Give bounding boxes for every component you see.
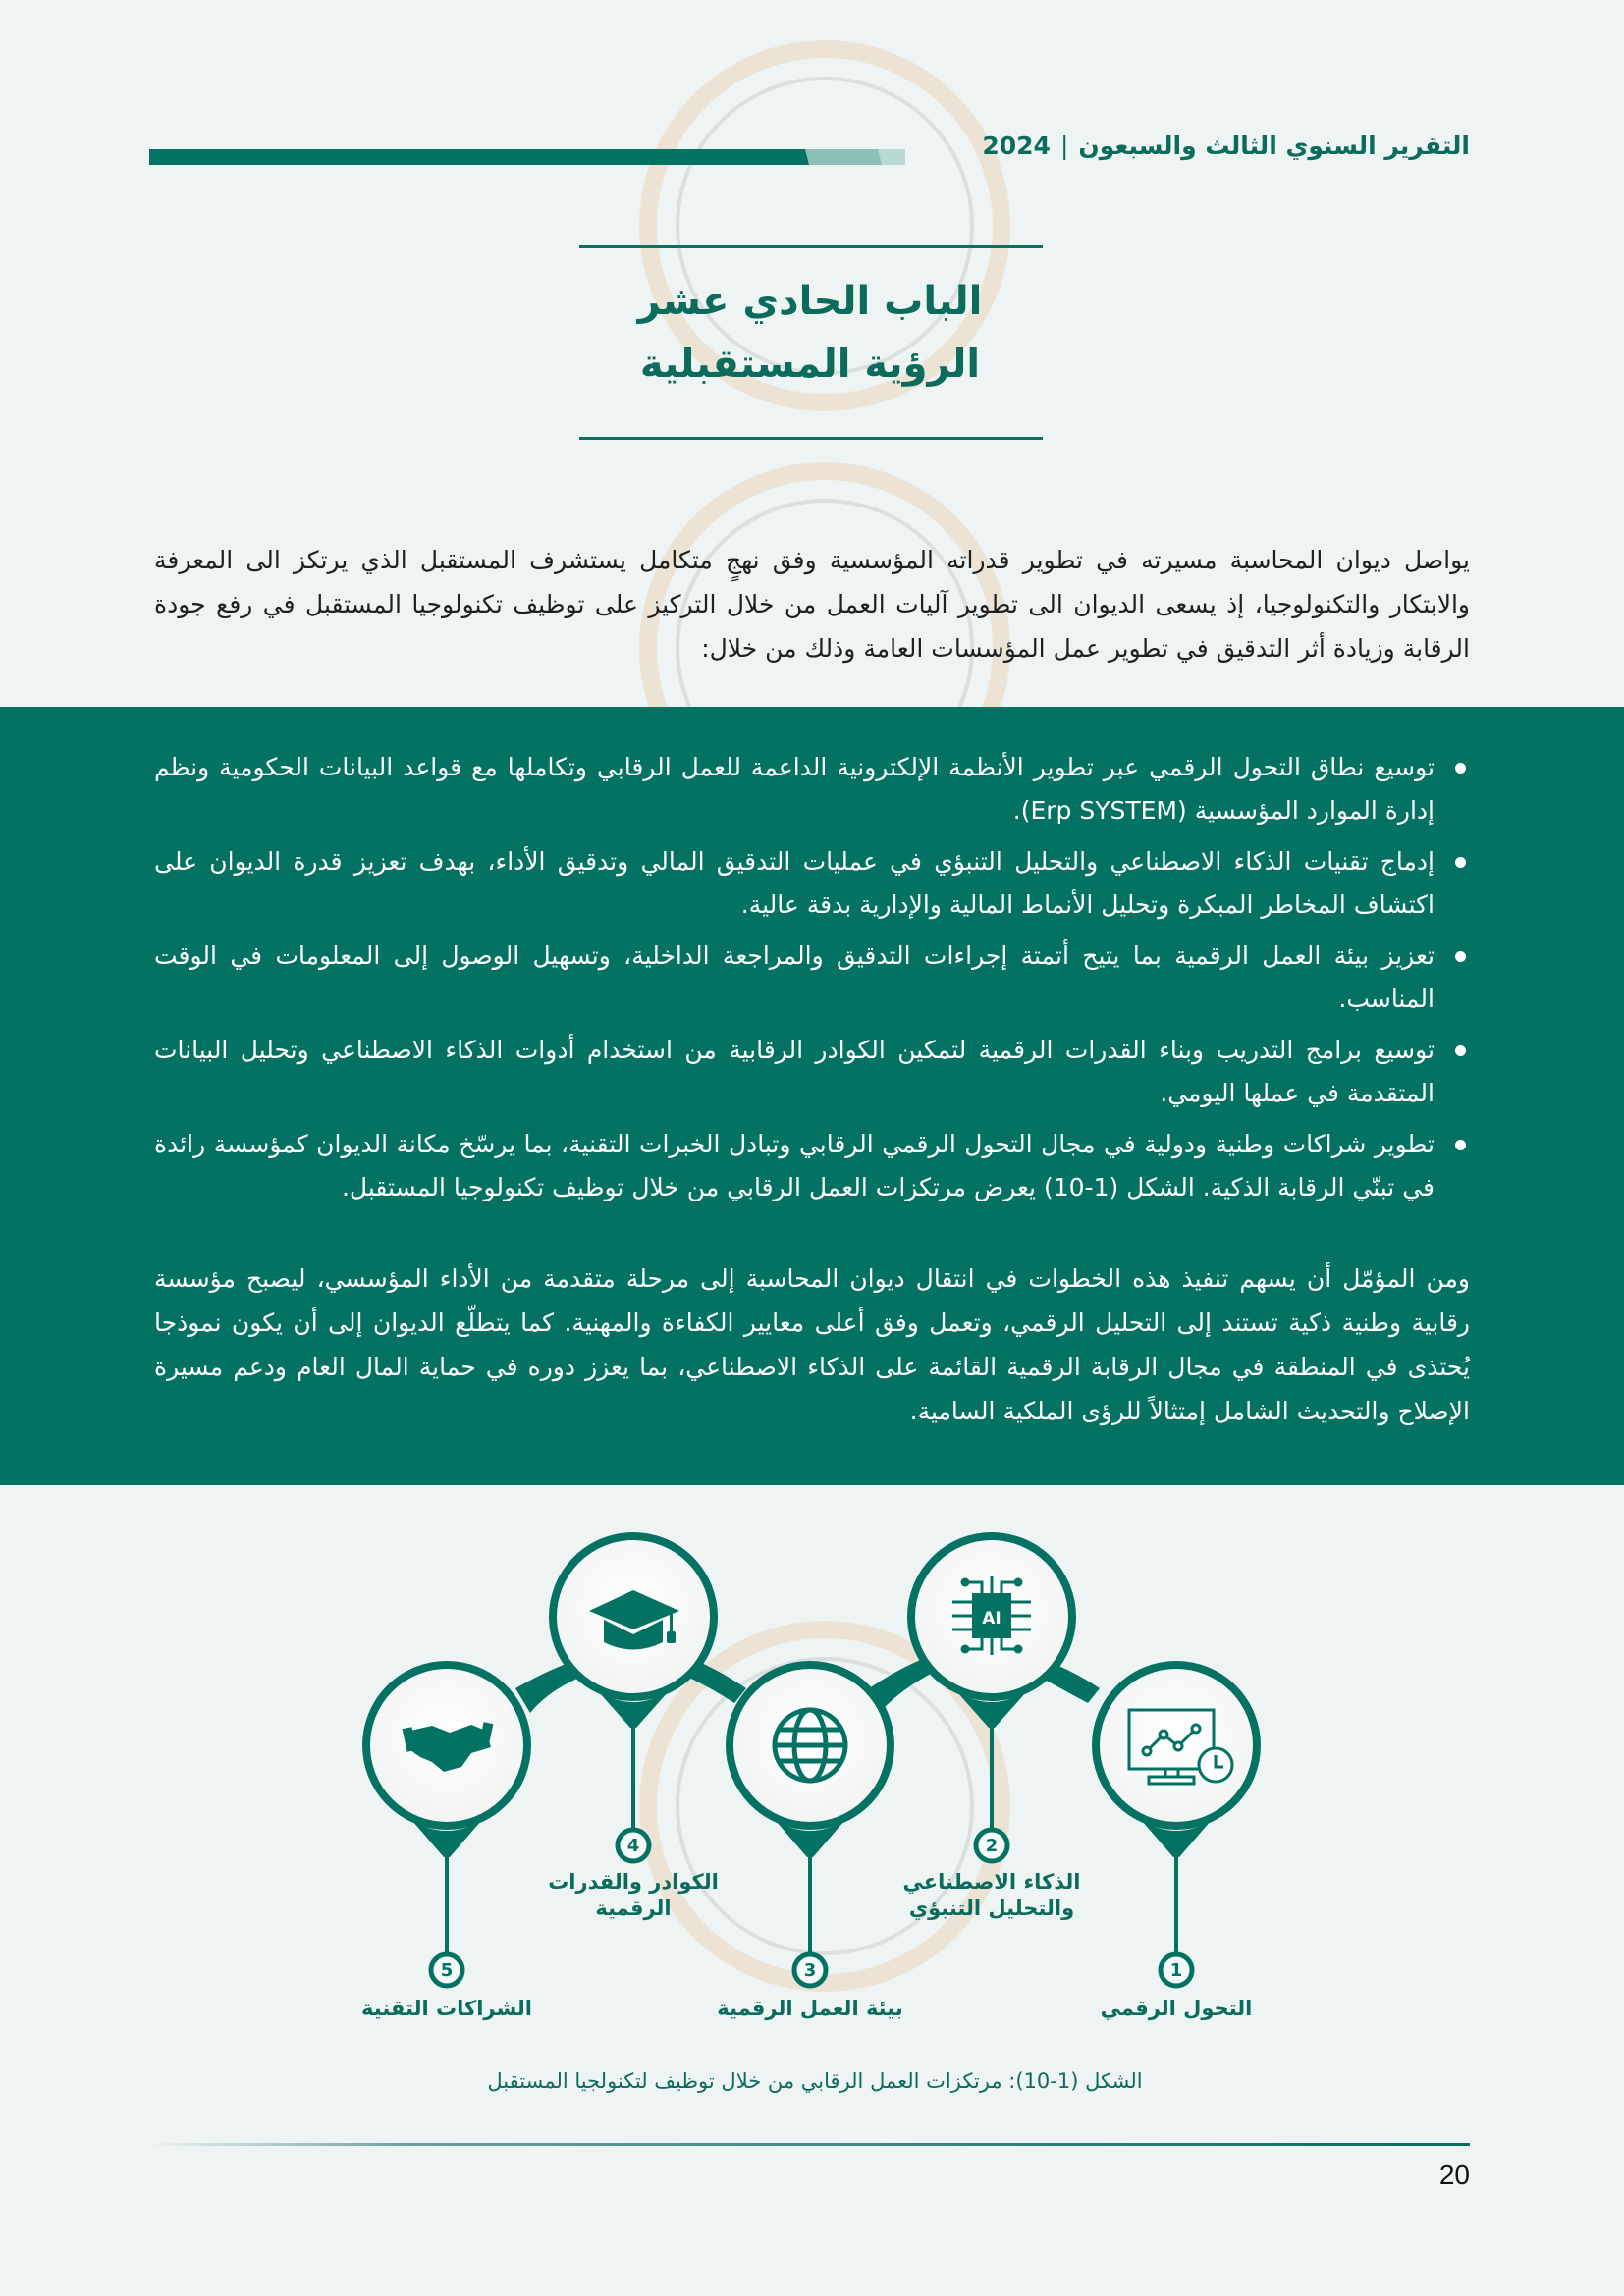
header-decorative-bar	[149, 149, 905, 165]
closing-paragraph: ومن المؤمّل أن يسهم تنفيذ هذه الخطوات في انتقال ديوان المحاسبة إلى مرحلة متقدمة من الأداء المؤسسي، ليصبح مؤسسة رقابية وطنية ذكية تستند إلى التحليل الرقمي، وتعمل وفق أعلى معايير الكفاءة والمهنية. كما يتطلّع الديوان إلى أن يكون نموذجا يُحتذى في المنطقة في مجال الرقابة الرقمية القائمة على الذكاء الاصطناعي، بما يعزز دوره في حماية المال العام ودعم مسيرة الإصلاح والتحديث الشامل إمتثالاً للرؤى الملكية السامية.	[154, 1264, 1470, 1425]
node-2-label	[893, 1869, 1090, 1922]
node-4-label-line1: الكوادر والقدرات	[548, 1870, 719, 1894]
node-5-label-line1: الشراكات التقنية	[361, 1997, 532, 2020]
node-1-label	[1078, 1996, 1274, 2022]
node-4-number: 4	[626, 1836, 640, 1856]
chapter-title	[550, 270, 1070, 396]
report-header-title	[982, 132, 1470, 160]
bullet-dot-icon	[1455, 1045, 1466, 1056]
node-2-label-line1: الذكاء الاصطناعي	[902, 1870, 1081, 1894]
page-number: 20	[1438, 2160, 1470, 2190]
node-5-label	[349, 1996, 545, 2022]
list-item-text: إدماج تقنيات الذكاء الاصطناعي والتحليل التنبؤي في عمليات التدقيق المالي وتدقيق الأداء، بهدف تعزيز قدرة الديوان على اكتشاف المخاطر المبكرة وتحليل الأنماط المالية والإدارية بدقة عالية.	[154, 847, 1435, 919]
node-2-number: 2	[985, 1836, 999, 1856]
list-item	[154, 934, 1470, 1021]
list-item-text: توسيع نطاق التحول الرقمي عبر تطوير الأنظمة الإلكترونية الداعمة للعمل الرقابي وتكاملها مع قواعد البيانات الحكومية ونظم إدارة الموارد المؤسسية (Erp SYSTEM).	[154, 753, 1435, 825]
footer-divider	[147, 2143, 1470, 2146]
svg-text:AI: AI	[982, 1609, 1001, 1629]
bullet-dot-icon	[1455, 763, 1466, 774]
node-5-number: 5	[440, 1960, 454, 1981]
header-separator: |	[1059, 132, 1069, 160]
node-2-label-line2: والتحليل التنبؤي	[908, 1896, 1075, 1920]
node-1-number: 1	[1169, 1960, 1183, 1981]
pillars-diagram	[0, 1512, 1624, 2061]
node-4-label	[535, 1869, 731, 1922]
bullet-dot-icon	[1455, 1140, 1466, 1150]
diagram-graphic	[0, 1512, 1624, 2061]
report-year: 2024	[982, 132, 1051, 160]
list-item	[154, 1123, 1470, 1209]
chapter-divider-bottom	[579, 437, 1043, 440]
list-item	[154, 746, 1470, 832]
chapter-divider-top	[579, 245, 1043, 248]
chapter-number-title: الباب الحادي عشر	[637, 279, 983, 324]
node-1-label-line1: التحول الرقمي	[1100, 1997, 1253, 2020]
node-3-number: 3	[803, 1960, 817, 1981]
chapter-subject-title: الرؤية المستقبلية	[639, 342, 981, 387]
initiatives-list	[154, 746, 1470, 1217]
figure-caption: الشكل (1-10): مرتكزات العمل الرقابي من خلال توظيف لتكنولجيا المستقبل	[487, 2069, 1143, 2093]
report-title: التقرير السنوي الثالث والسبعون	[1078, 132, 1470, 160]
list-item-text: تعزيز بيئة العمل الرقمية بما يتيح أتمتة إجراءات التدقيق والمراجعة الداخلية، وتسهيل الوصول إلى المعلومات في الوقت المناسب.	[154, 941, 1435, 1013]
bullet-dot-icon	[1455, 857, 1466, 868]
list-item-text: تطوير شراكات وطنية ودولية في مجال التحول الرقمي الرقابي وتبادل الخبرات التقنية، بما يرسّخ مكانة الديوان كمؤسسة رائدة في تبنّي الرقابة الذكية. الشكل (1-10) يعرض مرتكزات العمل الرقابي من خلال توظيف تكنولوجيا المستقبل.	[154, 1130, 1435, 1201]
list-item-text: توسيع برامج التدريب وبناء القدرات الرقمية لتمكين الكوادر الرقابية من استخدام أدوات الذكاء الاصطناعي وتحليل البيانات المتقدمة في عملها اليومي.	[154, 1036, 1435, 1107]
bullet-dot-icon	[1455, 951, 1466, 962]
node-3-label-line1: بيئة العمل الرقمية	[717, 1997, 903, 2020]
node-4-label-line2: الرقمية	[595, 1896, 672, 1920]
list-item	[154, 1029, 1470, 1115]
intro-paragraph: يواصل ديوان المحاسبة مسيرته في تطوير قدراته المؤسسية وفق نهجٍ متكامل يستشرف المستقبل الذي يرتكز الى المعرفة والابتكار والتكنولوجيا، إذ يسعى الديوان الى تطوير آليات العمل من خلال التركيز على توظيف تكنولوجيا المستقبل في رفع جودة الرقابة وزيادة أثر التدقيق في تطوير عمل المؤسسات العامة وذلك من خلال:	[154, 546, 1470, 663]
list-item	[154, 840, 1470, 927]
node-3-label	[712, 1996, 908, 2022]
